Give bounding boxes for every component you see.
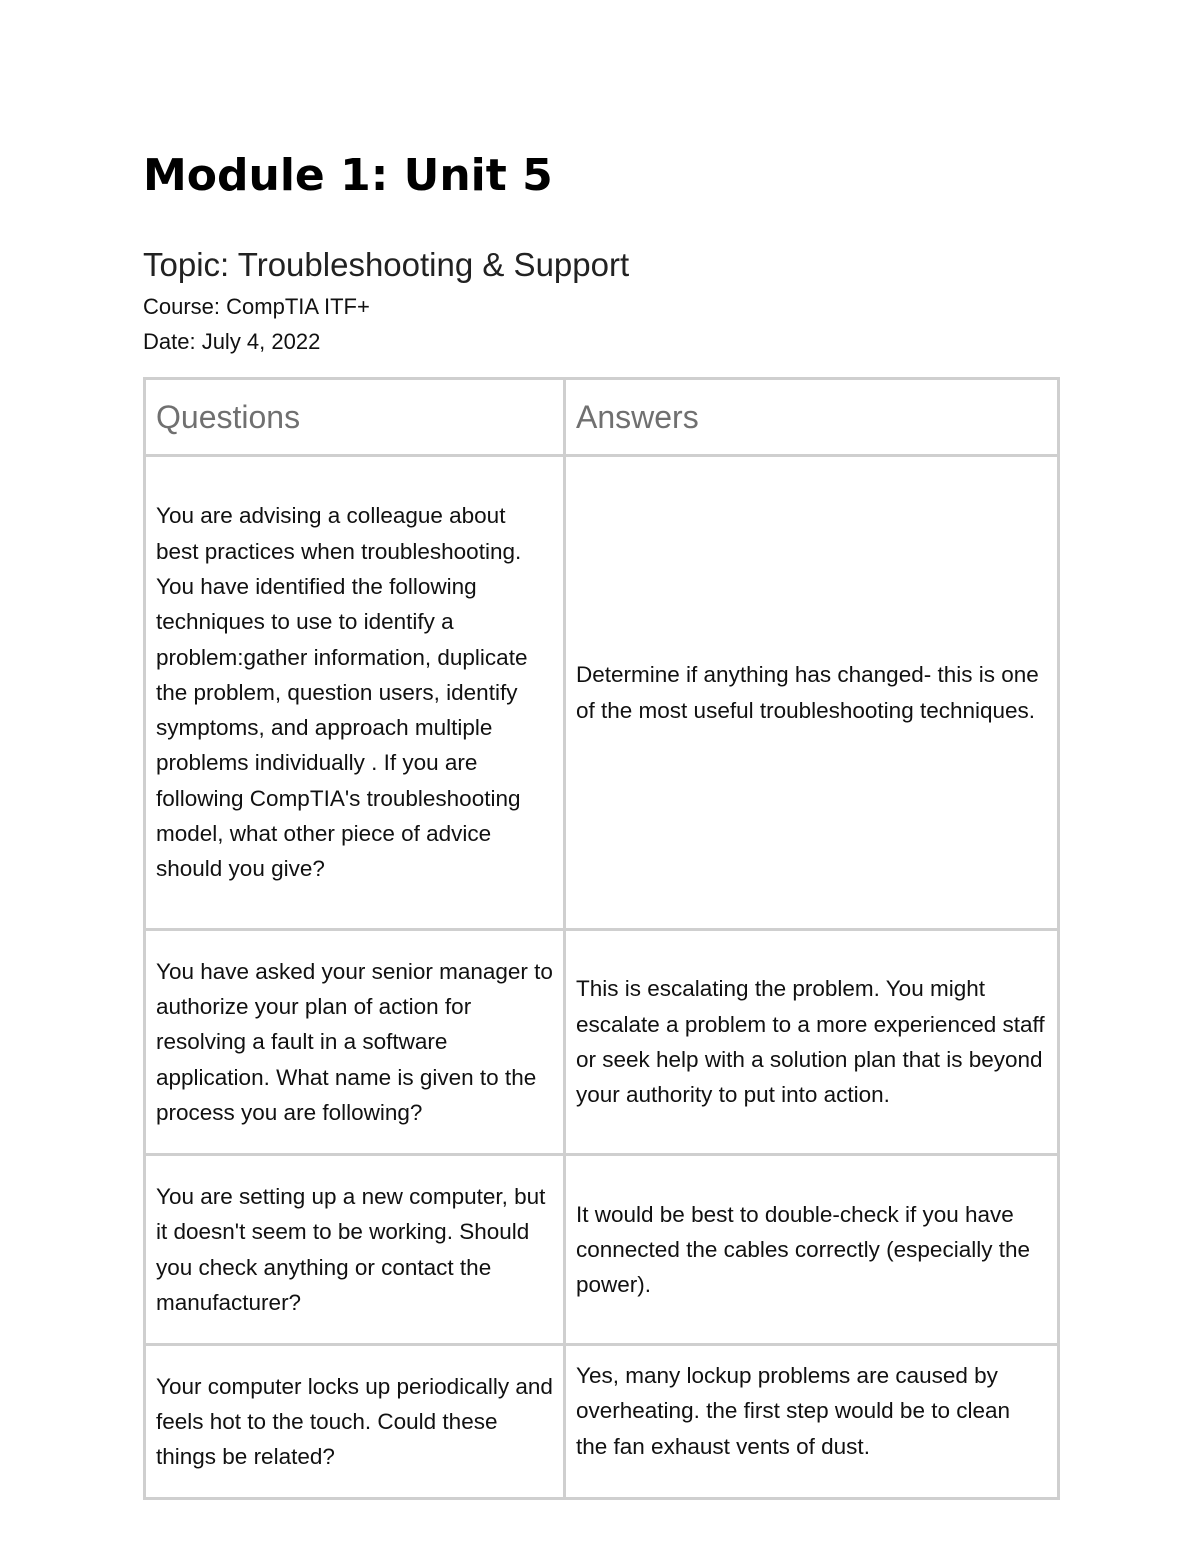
answer-cell: It would be best to double-check if you have connected the cables correctly (especially the power). [565, 1155, 1059, 1345]
course-line: Course: CompTIA ITF+ [143, 294, 370, 319]
answer-cell: This is escalating the problem. You might escalate a problem to a more experienced staff or seek help with a solution plan that is beyond your authority to put into action. [565, 930, 1059, 1155]
answer-cell: Determine if anything has changed- this is one of the most useful troubleshooting techniques. [565, 456, 1059, 930]
question-cell: You have asked your senior manager to authorize your plan of action for resolving a fault in a software application. What name is given to the process you are following? [145, 930, 565, 1155]
answers-column-header: Answers [565, 379, 1059, 456]
table-row [145, 456, 1059, 930]
page-title: Module 1: Unit 5 [143, 150, 553, 201]
question-cell: You are setting up a new computer, but it doesn't seem to be working. Should you check anything or contact the manufacturer? [145, 1155, 565, 1345]
table-header-row [145, 379, 1059, 456]
table-row [145, 930, 1059, 1155]
qa-table [143, 377, 1060, 1500]
question-cell: Your computer locks up periodically and feels hot to the touch. Could these things be related? [145, 1345, 565, 1499]
questions-column-header: Questions [145, 379, 565, 456]
table-row [145, 1155, 1059, 1345]
topic-heading: Topic: Troubleshooting & Support [143, 246, 630, 283]
answer-cell: Yes, many lockup problems are caused by overheating. the first step would be to clean the fan exhaust vents of dust. [565, 1345, 1059, 1499]
question-cell: You are advising a colleague about best practices when troubleshooting. You have identified the following techniques to use to identify a problem:gather information, duplicate the problem, question users, identify symptoms, and approach multiple problems individually . If you are following CompTIA's troubleshooting model, what other piece of advice should you give? [145, 456, 565, 930]
table-row [145, 1345, 1059, 1499]
date-line: Date: July 4, 2022 [143, 329, 321, 354]
